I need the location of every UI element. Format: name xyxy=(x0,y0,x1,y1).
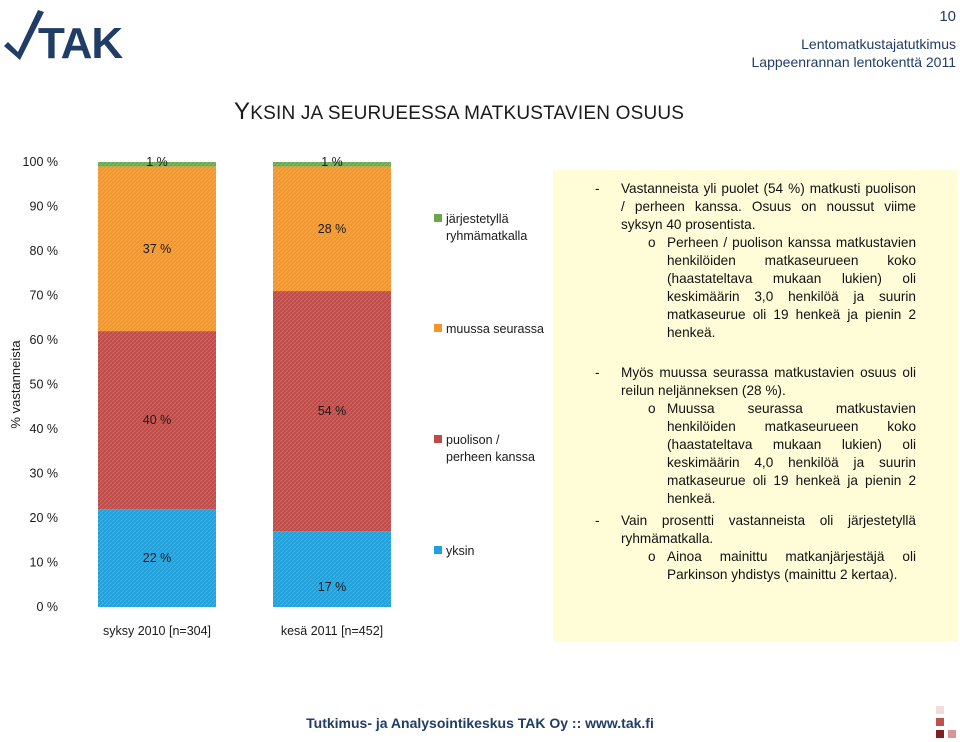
y-tick-label: 60 % xyxy=(29,333,58,347)
legend-label: muussa seurassa xyxy=(446,322,544,336)
bullet-marker: o xyxy=(648,401,656,416)
x-tick-label: syksy 2010 [n=304] xyxy=(102,624,212,638)
dash-marker: - xyxy=(595,513,600,528)
y-tick-label: 10 % xyxy=(29,555,58,570)
legend-swatch xyxy=(434,324,442,332)
stacked-bar-chart xyxy=(0,150,550,650)
data-label: 54 % xyxy=(317,404,347,419)
decor-square xyxy=(936,718,944,726)
note-text: Myös muussa seurassa matkustavien osuus oli reilun neljänneksen (28 %). xyxy=(621,365,916,398)
legend-swatch xyxy=(434,214,442,222)
y-tick-label: 80 % xyxy=(29,244,58,258)
logo-text: TAK xyxy=(38,19,123,62)
note-text: Vastanneista yli puolet (54 %) matkusti puolison / perheen kanssa. Osuus on noussut viime syksyn 40 prosentista. xyxy=(621,181,916,232)
decor-square xyxy=(936,730,944,738)
legend-label: järjestetyllä ryhmämatkalla xyxy=(446,212,528,243)
note-subtext: Perheen / puolison kanssa matkustavien henkilöiden matkaseurueen koko (haastateltava mukaan lukien) oli keskimäärin 3,0 henkilöä ja suurin matkaseurue oli 19 henkeä ja pienin 2 henkeä. xyxy=(667,235,916,340)
y-tick-label: 40 % xyxy=(29,422,58,436)
y-tick-label: 20 % xyxy=(29,511,58,525)
data-label: 22 % xyxy=(142,551,172,566)
data-label: 37 % xyxy=(142,241,172,256)
y-tick-label: 30 % xyxy=(29,466,58,481)
data-label: 28 % xyxy=(317,221,347,236)
legend-label: yksin xyxy=(446,544,475,558)
header-location: Lappeenrannan lentokenttä 2011 xyxy=(751,54,956,70)
bar-segment-texture xyxy=(273,531,391,607)
legend-swatch xyxy=(434,435,442,443)
data-label: 1 % xyxy=(321,155,343,169)
y-tick-label: 50 % xyxy=(29,377,58,392)
y-tick-label: 70 % xyxy=(29,288,58,303)
page-number: 10 xyxy=(939,8,956,25)
dash-marker: - xyxy=(595,365,600,380)
header-study-name: Lentomatkustajatutkimus xyxy=(801,36,956,52)
legend-label: puolison / perheen kanssa xyxy=(446,433,535,464)
note-text: Vain prosentti vastanneista oli järjestetyllä ryhmämatkalla. xyxy=(621,513,916,546)
y-tick-label: 100 % xyxy=(22,155,58,169)
decor-square xyxy=(936,706,944,714)
y-tick-label: 90 % xyxy=(29,199,58,214)
note-subtext: Ainoa mainittu matkanjärjestäjä oli Parkinson yhdistys (mainittu 2 kertaa). xyxy=(667,549,916,582)
page-title: YKSIN JA SEURUEESSA MATKUSTAVIEN OSUUS xyxy=(234,98,685,125)
x-tick-label: kesä 2011 [n=452] xyxy=(280,624,384,638)
data-label: 1 % xyxy=(146,155,168,169)
footer-text: Tutkimus- ja Analysointikeskus TAK Oy :: www.tak.fi xyxy=(306,715,654,731)
commentary-box xyxy=(553,170,958,642)
data-label: 40 % xyxy=(142,413,172,428)
data-label: 17 % xyxy=(317,580,347,594)
dash-marker: - xyxy=(595,181,600,196)
bullet-marker: o xyxy=(648,235,656,250)
y-axis-label: % vastanneista xyxy=(8,340,23,429)
bullet-marker: o xyxy=(648,549,656,564)
decor-square xyxy=(948,730,956,738)
tak-logo xyxy=(4,6,144,62)
y-tick-label: 0 % xyxy=(36,600,58,614)
note-subtext: Muussa seurassa matkustavien henkilöiden matkaseurueen koko (haastateltava mukaan lukien) oli keskimäärin 4,0 henkilöä ja suurin matkaseurue oli 19 henkeä ja pienin 2 henkeä. xyxy=(667,401,916,506)
legend-swatch xyxy=(434,546,442,554)
